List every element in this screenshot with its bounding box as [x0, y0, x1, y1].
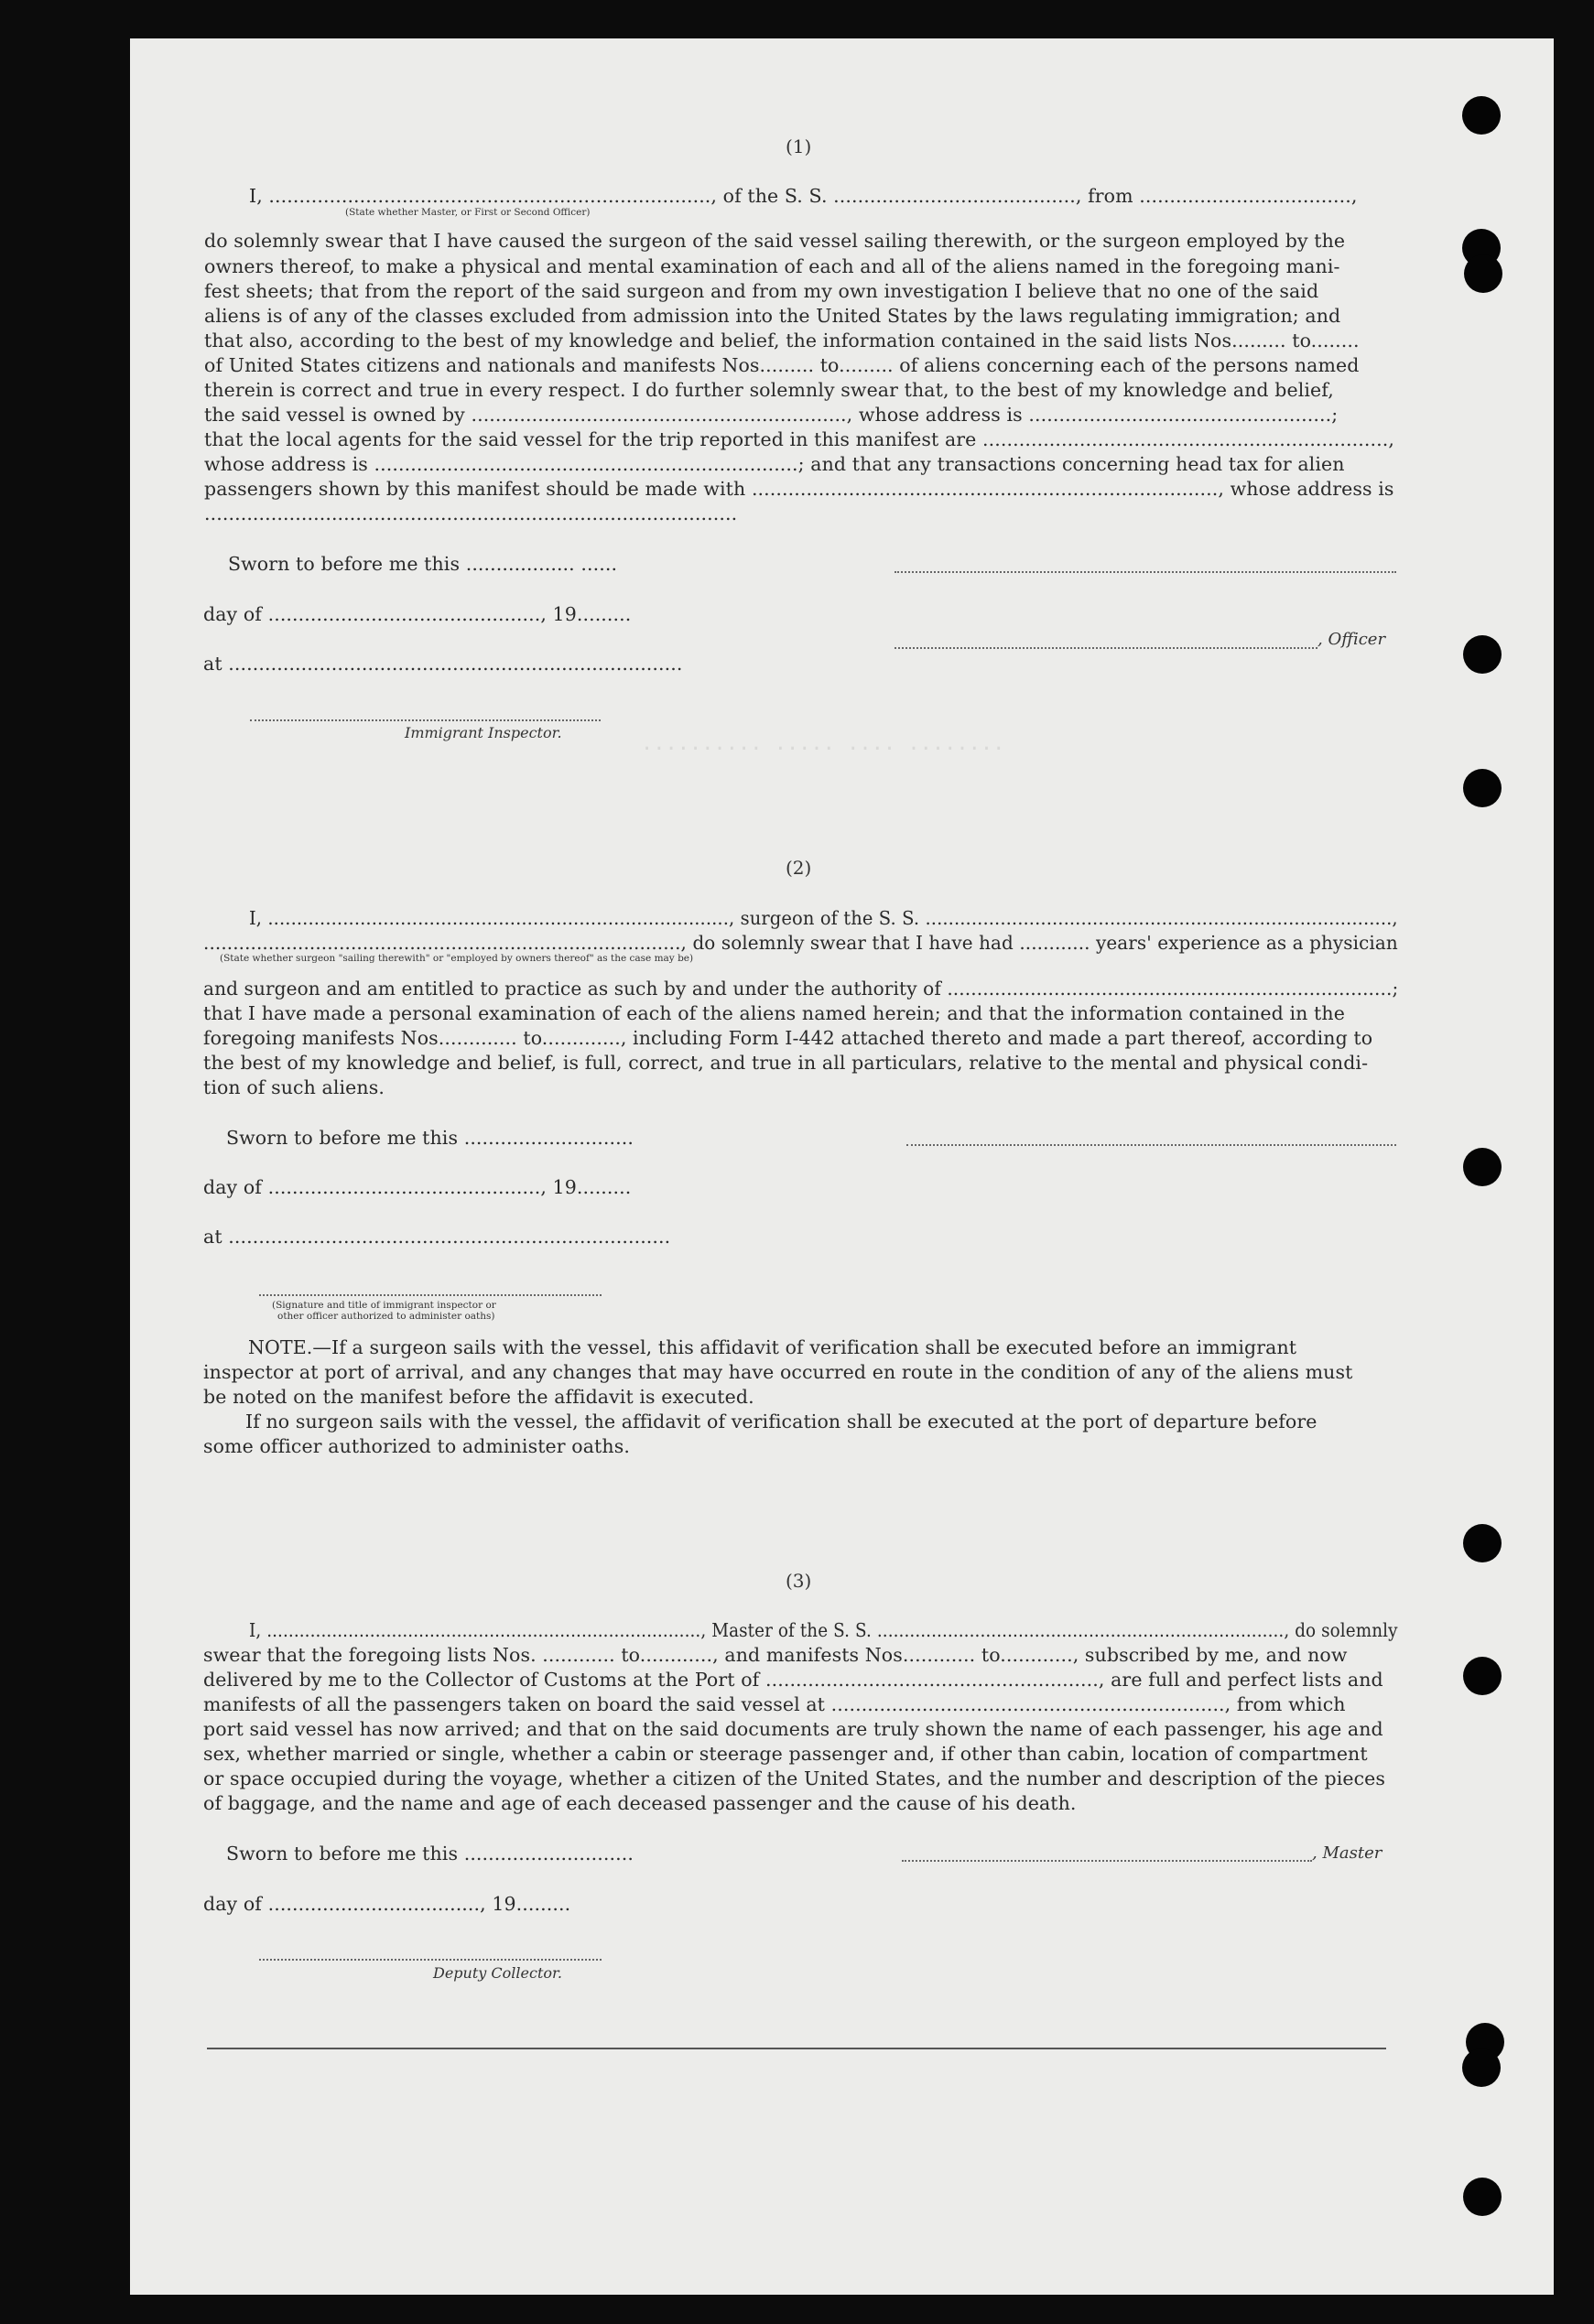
note-line: inspector at port of arrival, and any changes that may have occurred en route in the condition of any of the aliens must: [203, 1361, 1353, 1383]
oath-line: of baggage, and the name and age of each deceased passenger and the cause of his death.: [203, 1792, 1077, 1814]
signature-caption: (Signature and title of immigrant inspector or: [272, 1300, 496, 1311]
note-line: some officer authorized to administer oaths.: [203, 1435, 630, 1457]
oath-line: port said vessel has now arrived; and that on the said documents are truly shown the name of each passenger, his age and: [203, 1718, 1383, 1740]
oath-line: whose address is ......................................................................; and that any transactions concerning head tax for alien: [204, 453, 1345, 475]
section-number: (3): [786, 1570, 812, 1592]
binder-hole: [1463, 1524, 1502, 1562]
oath-line: swear that the foregoing lists Nos. ............ to............, and manifests Nos............ to............, subscribed by me, and now: [203, 1644, 1348, 1666]
officer-label: , Officer: [1317, 630, 1386, 649]
oath-line: of United States citizens and nationals and manifests Nos......... to......... of aliens concerning each of the persons named: [204, 354, 1360, 376]
signature-line: [906, 1144, 1396, 1146]
note-line: NOTE.—If a surgeon sails with the vessel, this affidavit of verification shall be executed before an immigrant: [248, 1336, 1297, 1358]
oath-line: owners thereof, to make a physical and mental examination of each and all of the aliens named in the foregoing mani-: [204, 255, 1340, 277]
sworn-line: Sworn to before me this ............................: [226, 1127, 634, 1149]
master-label: , Master: [1312, 1843, 1383, 1863]
oath-line: that the local agents for the said vessel for the trip reported in this manifest are ...................................................................,: [204, 428, 1394, 450]
binder-hole: [1463, 769, 1502, 807]
oath-line: the said vessel is owned by .............................................................., whose address is ..................................................;: [204, 404, 1339, 426]
officer-signature-line: [895, 647, 1317, 649]
day-line: day of ............................................., 19.........: [203, 603, 632, 625]
oath-line: I, ................................................................................, surgeon of the S. S. .................................................................................,: [249, 907, 1398, 929]
field-caption: (State whether surgeon "sailing therewith" or "employed by owners thereof" as the case may be): [220, 953, 694, 964]
master-signature-line: [902, 1860, 1312, 1862]
binder-hole: [1463, 1148, 1502, 1186]
oath-line: therein is correct and true in every respect. I do further solemnly swear that, to the best of my knowledge and belief,: [204, 379, 1334, 401]
bottom-rule: [207, 2048, 1386, 2049]
binder-hole: [1463, 635, 1502, 674]
at-line: at .........................................................................: [203, 1226, 671, 1248]
inspector-signature-line: [259, 1294, 602, 1296]
collector-label: Deputy Collector.: [433, 1964, 562, 1982]
at-line: at ...........................................................................: [203, 653, 683, 675]
oath-line: that also, according to the best of my knowledge and belief, the information contained in the said lists Nos......... to........: [204, 330, 1360, 351]
day-line: day of ..................................., 19.........: [203, 1893, 571, 1915]
oath-line: the best of my knowledge and belief, is full, correct, and true in all particulars, relative to the mental and physical condi-: [203, 1052, 1369, 1074]
section-number: (2): [786, 857, 812, 879]
oath-line: manifests of all the passengers taken on board the said vessel at ................................................................., from which: [203, 1693, 1346, 1715]
oath-line: passengers shown by this manifest should be made with ............................................................................., whose address is: [204, 478, 1394, 500]
binder-hole: [1462, 2048, 1501, 2087]
oath-line: and surgeon and am entitled to practice as such by and under the authority of ...........................................................................;: [203, 978, 1399, 1000]
binder-hole: [1462, 96, 1501, 135]
document-page: [130, 38, 1554, 2295]
oath-line: ................................................................................., do solemnly swear that I have had ............ years' experience as a physician: [203, 932, 1398, 954]
binder-hole: [1463, 2178, 1502, 2216]
day-line: day of ............................................., 19.........: [203, 1176, 632, 1198]
inspector-signature-line: [250, 719, 601, 721]
field-caption: (State whether Master, or First or Second Officer): [345, 207, 591, 218]
binder-hole: [1464, 254, 1502, 293]
oath-line: or space occupied during the voyage, whether a citizen of the United States, and the number and description of the pieces: [203, 1767, 1386, 1789]
oath-line: that I have made a personal examination of each of the aliens named herein; and that the information contained in the: [203, 1002, 1345, 1024]
oath-line: sex, whether married or single, whether a cabin or steerage passenger and, if other than cabin, location of compartment: [203, 1743, 1368, 1765]
oath-line: do solemnly swear that I have caused the surgeon of the said vessel sailing therewith, or the surgeon employed by the: [204, 230, 1346, 252]
oath-line: tion of such aliens.: [203, 1076, 385, 1098]
note-line: be noted on the manifest before the affidavit is executed.: [203, 1386, 754, 1408]
section-number: (1): [786, 135, 812, 157]
oath-line: ........................................................................................: [204, 503, 738, 524]
collector-signature-line: [259, 1959, 602, 1961]
bleed-through: .......... ..... .... ........: [641, 732, 1005, 755]
oath-line: foregoing manifests Nos............. to............., including Form I-442 attached thereto and made a part thereof, according to: [203, 1027, 1373, 1049]
oath-line: delivered by me to the Collector of Customs at the Port of ......................................................., are full and perfect lists and: [203, 1669, 1383, 1691]
oath-line: I, ........................................................................., of the S. S. ........................................, from ...................................,: [249, 185, 1358, 207]
sworn-line: Sworn to before me this ............................: [226, 1843, 634, 1865]
signature-caption: other officer authorized to administer oaths): [277, 1311, 495, 1322]
inspector-label: Immigrant Inspector.: [405, 724, 562, 741]
oath-line: fest sheets; that from the report of the said surgeon and from my own investigation I believe that no one of the said: [204, 280, 1319, 302]
binder-hole: [1463, 1657, 1502, 1695]
signature-line: [895, 571, 1396, 573]
oath-line: I, ................................................................................, Master of the S. S. ..........................................................................., do solemnly: [249, 1619, 1398, 1641]
sworn-line: Sworn to before me this .................. ......: [228, 553, 618, 575]
note-line: If no surgeon sails with the vessel, the affidavit of verification shall be executed at the port of departure before: [245, 1411, 1317, 1432]
oath-line: aliens is of any of the classes excluded from admission into the United States by the laws regulating immigration; and: [204, 305, 1341, 327]
